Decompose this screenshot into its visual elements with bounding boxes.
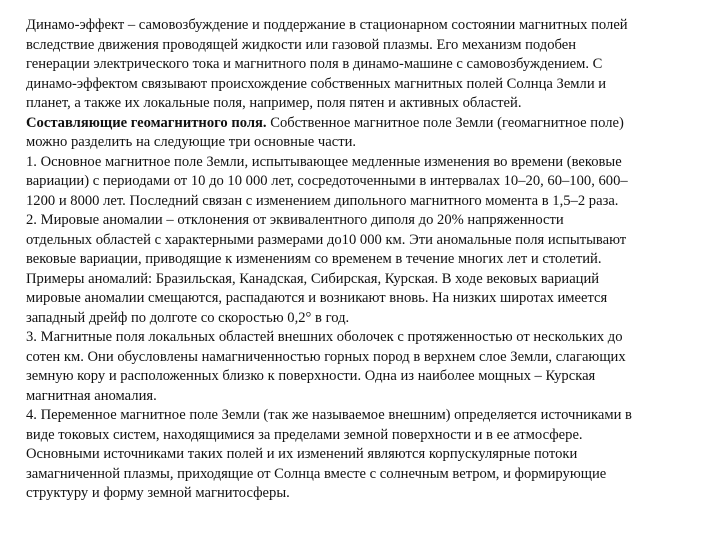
text-line: земную кору и расположенных близко к поверхности. Одна из наиболее мощных – Курская <box>26 368 596 384</box>
text-line: вековые вариации, приводящие к изменениям со временем в течение многих лет и столетий. <box>26 251 602 267</box>
section-heading: Составляющие геомагнитного поля. <box>26 114 267 131</box>
text-line: генерации электрического тока и магнитного поля в динамо-машине с самовозбуждением. С <box>26 56 603 72</box>
text-line: планет, а также их локальные поля, например, поля пятен и активных областей. <box>26 95 522 111</box>
text-line: вследствие движения проводящей жидкости или газовой плазмы. Его механизм подобен <box>26 36 577 53</box>
text-line: можно разделить на следующие три основные части. <box>26 134 357 150</box>
text-line: сотен км. Они обусловлены намагниченностью горных пород в верхнем слое Земли, слагающих <box>26 348 626 365</box>
text-line: замагниченной плазмы, приходящие от Солнца вместе с солнечным ветром, и формирующие <box>26 465 607 482</box>
text-line: структуру и форму земной магнитосферы. <box>26 485 290 501</box>
text-line: вариации) с периодами от 10 до 10 000 лет, сосредоточенными в интервалах 10–20, 60–100, 600– <box>26 173 628 189</box>
text-line: отдельных областей с характерными размерами до10 000 км. Эти аномальные поля испытывают <box>26 231 627 248</box>
text-line: 1. Основное магнитное поле Земли, испытывающее медленные изменения во времени (вековые <box>26 153 622 170</box>
text-line: западный дрейф по долготе со скоростью 0,2° в год. <box>26 309 350 326</box>
text-line: Динамо-эффект – самовозбуждение и поддержание в стационарном состоянии магнитных полей <box>26 17 628 33</box>
text-line: виде токовых систем, находящимися за пределами земной поверхности и в ее атмосфере. <box>26 426 583 443</box>
text-line: 3. Магнитные поля локальных областей внешних оболочек с протяженностью от нескольких до <box>26 329 623 345</box>
text-line: Основными источниками таких полей и их изменений являются корпускулярные потоки <box>26 446 578 462</box>
text-line: Примеры аномалий: Бразильская, Канадская, Сибирская, Курская. В ходе вековых вариаций <box>26 270 600 287</box>
section-heading-line <box>26 114 706 134</box>
text-line: 2. Мировые аномалии – отклонения от эквивалентного диполя до 20% напряженности <box>26 212 564 228</box>
text-line: магнитная аномалия. <box>26 387 157 404</box>
text-line: динамо-эффектом связывают происхождение собственных магнитных полей Солнца Земли и <box>26 75 607 92</box>
text-line: мировые аномалии смещаются, распадаются и возникают вновь. На низких широтах имеется <box>26 290 608 306</box>
text-line: 4. Переменное магнитное поле Земли (так же называемое внешним) определяется источниками в <box>26 407 632 423</box>
section-heading-rest: Собственное магнитное поле Земли (геомагнитное поле) <box>266 114 624 131</box>
text-line: 1200 и 8000 лет. Последний связан с изменением дипольного магнитного момента в 1,5–2 раза. <box>26 192 619 209</box>
